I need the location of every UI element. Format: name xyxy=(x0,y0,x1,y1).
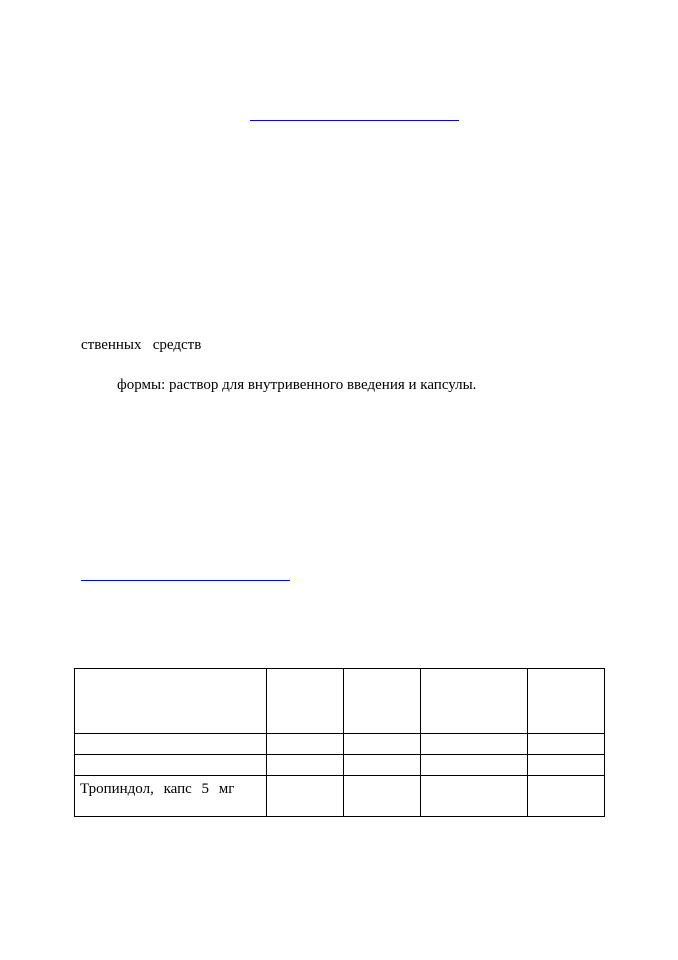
table-cell xyxy=(267,755,344,776)
table-cell xyxy=(421,776,528,817)
table-cell xyxy=(344,755,421,776)
table-cell xyxy=(344,669,421,734)
table-cell xyxy=(528,755,605,776)
table-cell xyxy=(344,776,421,817)
table-cell xyxy=(421,734,528,755)
hyperlink-underline-bottom[interactable] xyxy=(81,580,290,581)
drug-table xyxy=(74,668,605,817)
table-row xyxy=(75,776,605,817)
table-cell xyxy=(267,669,344,734)
table-cell xyxy=(75,734,267,755)
table-cell xyxy=(267,734,344,755)
table-cell xyxy=(528,734,605,755)
table-cell xyxy=(528,669,605,734)
text-fragment-means: ственных средств xyxy=(81,337,202,353)
text-fragment-dosage-forms: формы: раствор для внутривенного введения и капсулы. xyxy=(117,377,477,393)
table-cell xyxy=(421,669,528,734)
table-cell xyxy=(267,776,344,817)
table-cell-drug-name: Тропиндол, капс 5 мг xyxy=(75,776,267,817)
table-cell xyxy=(421,755,528,776)
table-row xyxy=(75,734,605,755)
table-header-row xyxy=(75,669,605,734)
table-cell xyxy=(75,755,267,776)
table-row xyxy=(75,755,605,776)
table-cell xyxy=(344,734,421,755)
table-cell xyxy=(75,669,267,734)
table-cell xyxy=(528,776,605,817)
hyperlink-underline-top[interactable] xyxy=(250,120,459,121)
